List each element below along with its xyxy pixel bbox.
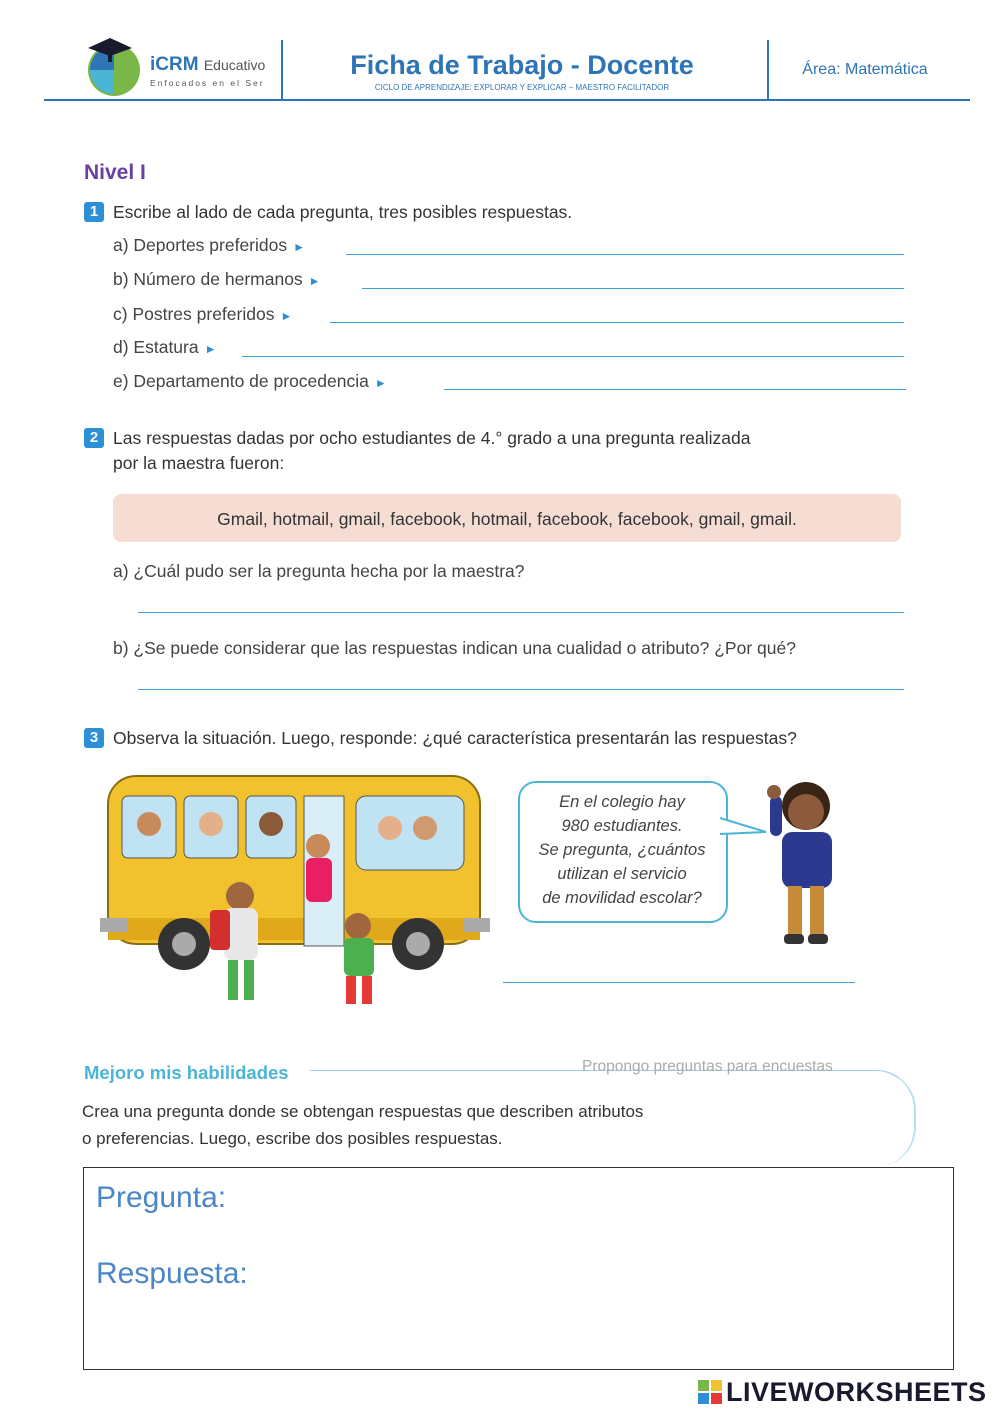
pregunta-label: Pregunta:	[96, 1181, 227, 1214]
q1-item-a: a) Deportes preferidos ►	[113, 235, 306, 255]
answer-line[interactable]	[330, 322, 904, 323]
answer-line[interactable]	[242, 356, 904, 357]
question-2-line2: por la maestra fueron:	[113, 453, 285, 473]
logo-tagline: Enfocados en el Ser	[150, 78, 265, 88]
arrow-icon: ►	[293, 240, 306, 254]
page-subtitle: CICLO DE APRENDIZAJE: EXPLORAR Y EXPLICAR – MAESTRO FACILITADOR	[374, 83, 670, 92]
liveworksheets-logo-icon	[698, 1380, 722, 1404]
answer-line[interactable]	[346, 254, 904, 255]
question-2-line1: Las respuestas dadas por ocho estudiantes de 4.° grado a una pregunta realizada	[113, 428, 751, 448]
question-number-2: 2	[84, 428, 104, 448]
skills-instructions: Crea una pregunta donde se obtengan respuestas que describen atributos o preferencias. Luego, escribe dos posibles respuestas.	[82, 1102, 644, 1148]
student-character-illustration	[762, 772, 852, 952]
question-3-text: Observa la situación. Luego, responde: ¿qué característica presentarán las respuestas?	[113, 728, 797, 748]
puzzle-globe-icon	[80, 32, 144, 98]
level-heading: Nivel I	[84, 161, 146, 184]
answer-line[interactable]	[138, 689, 904, 690]
skills-tag: Propongo preguntas para encuestas	[582, 1058, 833, 1075]
liveworksheets-brand: LIVEWORKSHEETS	[698, 1377, 987, 1408]
question-number-3: 3	[84, 728, 104, 748]
q1-item-c: c) Postres preferidos ►	[113, 304, 293, 324]
answer-line[interactable]	[362, 288, 904, 289]
arrow-icon: ►	[308, 274, 321, 288]
header-divider-right	[767, 40, 769, 100]
answer-line[interactable]	[138, 612, 904, 613]
answer-line[interactable]	[503, 982, 855, 983]
q1-item-b: b) Número de hermanos ►	[113, 269, 321, 289]
speech-bubble-text: En el colegio hay 980 estudiantes. Se pregunta, ¿cuántos utilizan el servicio de movilidad escolar?	[538, 793, 706, 907]
arrow-icon: ►	[374, 376, 387, 390]
header-divider-left	[281, 40, 283, 100]
school-bus-illustration	[100, 768, 490, 1018]
q2-sub-b: b) ¿Se puede considerar que las respuestas indican una cualidad o atributo? ¿Por qué?	[113, 638, 796, 658]
icrm-logo	[80, 32, 280, 100]
page-title: Ficha de Trabajo - Docente	[350, 50, 694, 80]
q1-item-d: d) Estatura ►	[113, 337, 217, 357]
answer-line[interactable]	[444, 389, 906, 390]
respuesta-label: Respuesta:	[96, 1257, 248, 1290]
q2-sub-a: a) ¿Cuál pudo ser la pregunta hecha por la maestra?	[113, 561, 525, 581]
skills-title: Mejoro mis habilidades	[84, 1062, 289, 1083]
subject-area: Área: Matemática	[802, 61, 928, 78]
logo-brand-name: iCRM Educativo	[150, 54, 266, 75]
question-1-text: Escribe al lado de cada pregunta, tres posibles respuestas.	[113, 202, 573, 222]
q1-item-e: e) Departamento de procedencia ►	[113, 371, 387, 391]
question-number-1: 1	[84, 202, 104, 222]
arrow-icon: ►	[204, 342, 217, 356]
student-answers-box: Gmail, hotmail, gmail, facebook, hotmail, facebook, facebook, gmail, gmail.	[113, 494, 901, 542]
arrow-icon: ►	[280, 309, 293, 323]
header-rule	[44, 99, 970, 101]
